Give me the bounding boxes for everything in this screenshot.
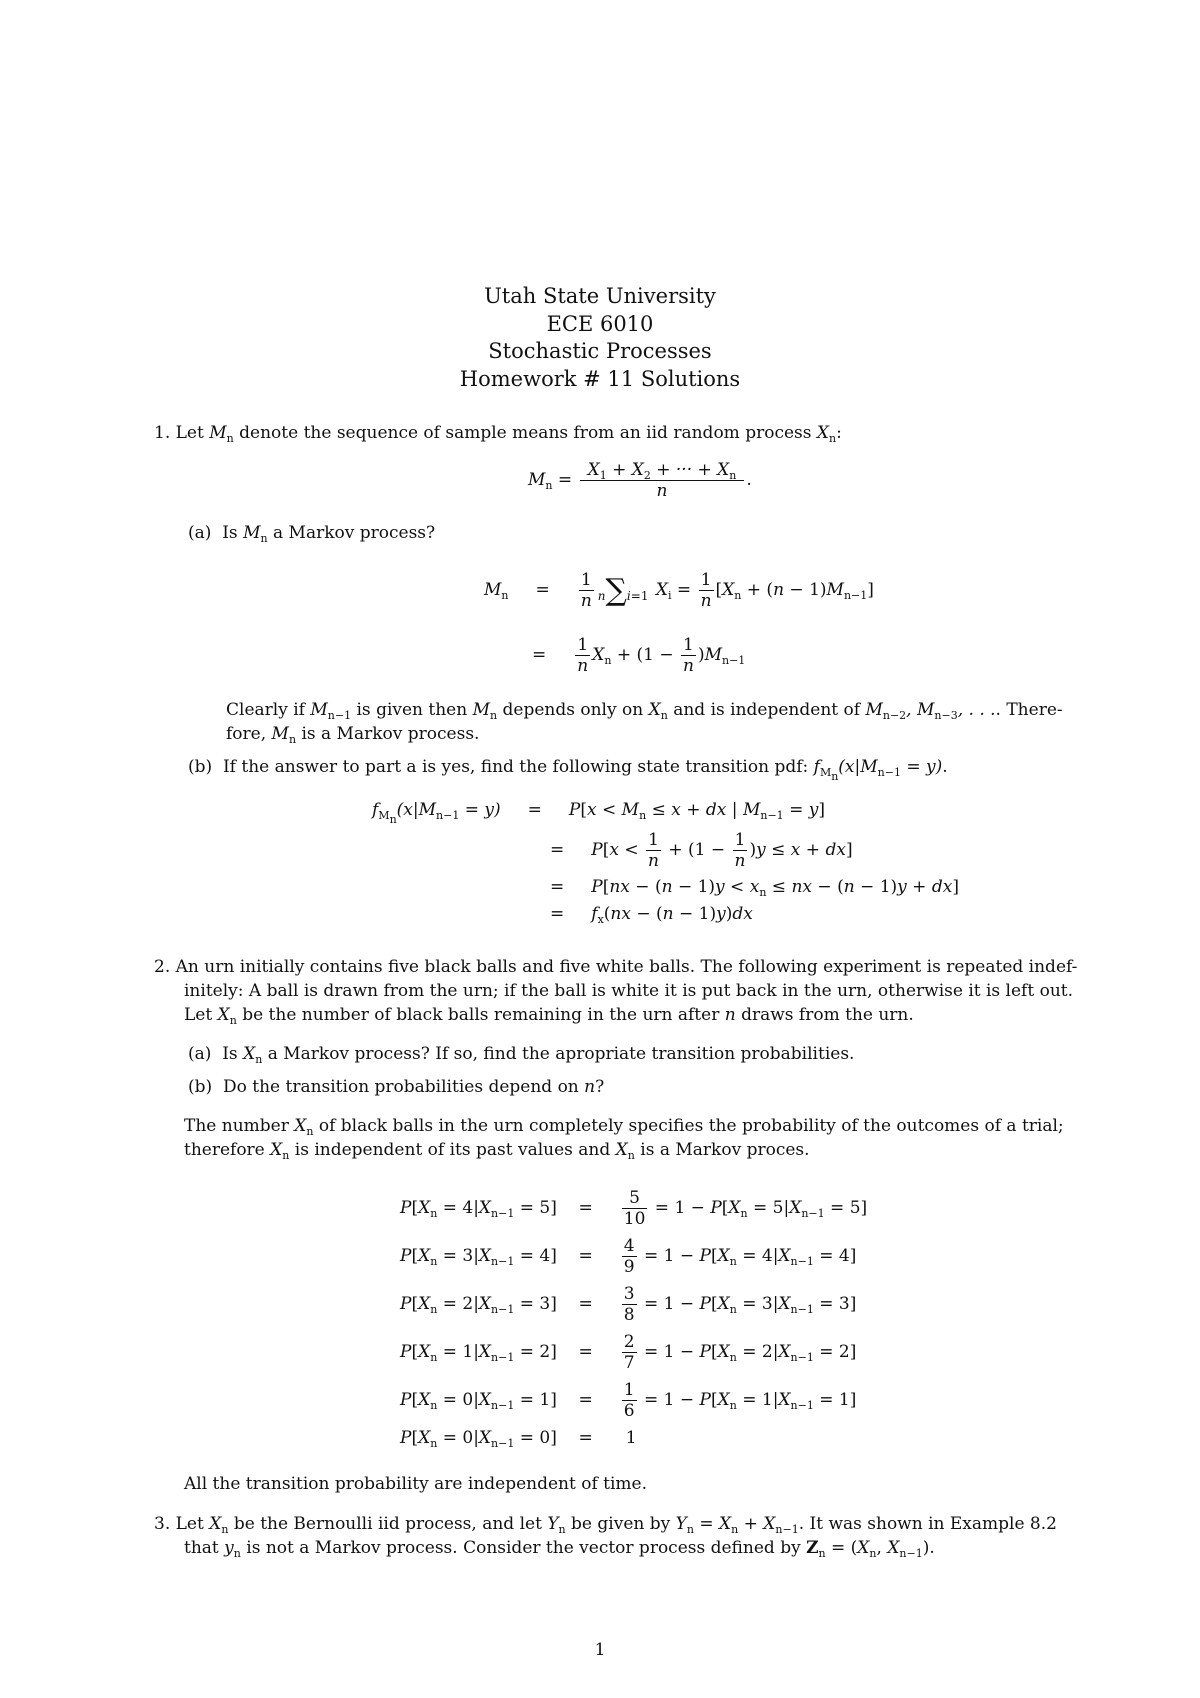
problem-1-statement: 1. Let $M_n$ denote the sequence of sample means from an iid random process $X_n$: — [154, 423, 842, 445]
text-run: . It was shown in Example 8.2 — [798, 1514, 1057, 1534]
prob-value: 1 — [625, 1428, 637, 1448]
equation-pdf-line-1: $f_{M_n}(x|M_{n-1} = y)$ = $P[x < M_n \le x$ + dx | $M_{n-1} = y$] — [372, 800, 825, 826]
state-stay: 4 — [838, 1246, 850, 1266]
prob-denominator: 9 — [623, 1257, 635, 1277]
state-from: 5 — [539, 1198, 551, 1218]
state-stay: 3 — [838, 1294, 850, 1314]
problem-2-line-2 — [184, 979, 1073, 1003]
transition-row: $P[X_n = 2|X_{n-1} = 3]$ = $\frac{3}{8}$ = $1 - P[X_n = 3|X_{n-1} = 3]$ — [400, 1284, 857, 1325]
equation-mn-recursion-1: $M_n$ = $\frac{1}{n}$ n∑i=1 $X_i$ = $\frac{1}{n}$ $[X_n + (n - 1)M_{n-1}]$ — [484, 570, 874, 611]
page-number: 1 — [594, 1640, 606, 1660]
state-stay: 5 — [772, 1198, 784, 1218]
prob-numerator: 5 — [622, 1188, 648, 1209]
prob-numerator: 2 — [623, 1332, 635, 1352]
problem-1-part-a: (a) Is $M_n$ a Markov process? — [188, 523, 436, 545]
part-label: (b) — [188, 1077, 213, 1097]
text-run: initely: A ball is drawn from the urn; if the ball is white it is put back in the urn, otherwise it is left out. — [184, 981, 1073, 1001]
course-code: ECE 6010 — [546, 311, 654, 336]
equation-mn-definition: $M_n$ = $\frac{X_1 + X_2 + \cdot\cdot\cdot + X_n}{n}$ . — [528, 460, 752, 501]
state-stay: 1 — [761, 1390, 773, 1410]
assignment-title: Homework # 11 Solutions — [459, 366, 741, 391]
state-to: 4 — [462, 1198, 474, 1218]
text-run: and is independent of — [673, 700, 861, 720]
text-run: fore, — [226, 724, 267, 744]
problem-number: 1. — [154, 423, 171, 443]
prob-numerator: 3 — [623, 1284, 635, 1304]
transition-row: $P[X_n = 4|X_{n-1} = 5]$ = $\frac{5}{10}$ = $1 - P[X_n = 5|X_{n-1} = 5]$ — [400, 1188, 868, 1229]
transition-row: $P[X_n = 3|X_{n-1} = 4]$ = $\frac{4}{9}$ = $1 - P[X_n = 4|X_{n-1} = 4]$ — [400, 1236, 857, 1277]
text-run: Do the transition probabilities depend on — [222, 1077, 579, 1097]
equation-pdf-line-3: = $P[nx - (n - 1)y < x_n$ ≤ nx − (n − 1)y + dx] — [550, 877, 959, 899]
problem-3-line-2: that $y_n$ is not a Markov process. Consider the vector process defined by $Z_n = (X_n$, $X_{n-1}$). — [184, 1538, 935, 1560]
problem-2-part-a: (a) Is $X_n$ a Markov process? If so, find the apropriate transition probabilities. — [188, 1044, 855, 1066]
text-run: denote the sequence of sample means from an iid random process — [239, 423, 812, 443]
text-run: Let — [175, 423, 204, 443]
state-from: 4 — [539, 1246, 551, 1266]
text-run: a Markov process? If so, find the apropriate transition probabilities. — [267, 1044, 855, 1064]
text-run: Is — [222, 1044, 238, 1064]
transition-row: $P[X_n = 0|X_{n-1} = 1]$ = $\frac{1}{6}$ = $1 - P[X_n = 1|X_{n-1} = 1]$ — [400, 1380, 857, 1421]
problem-2-line-1 — [154, 955, 1077, 979]
state-stay: 2 — [838, 1342, 850, 1362]
prob-denominator: 8 — [623, 1305, 635, 1325]
text-run: All the transition probability are independent of time. — [184, 1474, 648, 1494]
equation-pdf-line-2: = P[x < $\frac{1}{n}$ + (1 − $\frac{1}{n}$ )y ≤ x + dx] — [550, 830, 853, 871]
prob-numerator: 1 — [623, 1380, 635, 1400]
prob-denominator: 6 — [623, 1401, 635, 1421]
part-label: (a) — [188, 523, 212, 543]
text-run: of black balls in the urn completely specifies the probability of the outcomes of a trial; — [318, 1116, 1064, 1136]
state-to: 1 — [462, 1342, 474, 1362]
text-run: There- — [1006, 700, 1063, 720]
text-run: The number — [184, 1116, 289, 1136]
state-from: 1 — [539, 1390, 551, 1410]
text-run: is independent of its past values and — [294, 1140, 611, 1160]
prob-denominator: 7 — [623, 1353, 635, 1373]
problem-3-line-1: 3. Let $X_n$ be the Bernoulli iid process, and let $Y_n$ be given by $Y_n = X_n + X_{n-1}$. It was shown in Example 8.2 — [154, 1514, 1057, 1536]
state-stay: 3 — [761, 1294, 773, 1314]
title-block — [0, 283, 1200, 393]
text-run: An urn initially contains five black balls and five white balls. The following experiment is repeated indef- — [175, 957, 1078, 977]
state-to: 3 — [462, 1246, 474, 1266]
state-from: 0 — [539, 1428, 551, 1448]
state-stay: 4 — [761, 1246, 773, 1266]
state-to: 2 — [462, 1294, 474, 1314]
equation-mn-recursion-2: = $\frac{1}{n}$ $X_n + (1$ − $\frac{1}{n}$ )$M_{n-1}$ — [532, 635, 746, 676]
problem-number: 3. — [154, 1514, 171, 1534]
problem-2-answer-line-1: The number $X_n$ of black balls in the urn completely specifies the probability of the outcomes of a trial; — [184, 1116, 1064, 1138]
transition-row: $P[X_n = 1|X_{n-1} = 2]$ = $\frac{2}{7}$ = $1 - P[X_n = 2|X_{n-1} = 2]$ — [400, 1332, 857, 1373]
equation-pdf-line-4: = $f_x(nx - (n - 1)y)dx$ — [550, 904, 753, 926]
problem-2-line-3: Let $X_n$ be the number of black balls remaining in the urn after n draws from the urn. — [184, 1005, 914, 1027]
text-run: is given then — [356, 700, 468, 720]
state-from: 2 — [539, 1342, 551, 1362]
text-run: is a Markov process. — [301, 724, 480, 744]
state-stay: 5 — [849, 1198, 861, 1218]
problem-2-part-b: (b) Do the transition probabilities depend on n? — [188, 1077, 605, 1097]
state-from: 3 — [539, 1294, 551, 1314]
course-subject: Stochastic Processes — [488, 339, 712, 363]
text-run: Let — [175, 1514, 204, 1534]
prob-numerator: 4 — [623, 1236, 635, 1256]
university-name: Utah State University — [484, 284, 716, 308]
problem-1-explanation-line2: fore, $M_n$ is a Markov process. — [226, 724, 480, 746]
state-to: 0 — [462, 1390, 474, 1410]
text-run: draws from the urn. — [741, 1005, 914, 1025]
prob-denominator: 10 — [623, 1209, 646, 1229]
part-label: (a) — [188, 1044, 212, 1064]
text-run: If the answer to part a is yes, find the following state transition pdf: — [222, 757, 809, 777]
problem-number: 2. — [154, 957, 171, 977]
text-run: Is — [222, 523, 238, 543]
text-run: Clearly if — [226, 700, 305, 720]
part-label: (b) — [188, 757, 213, 777]
text-run: be given by — [571, 1514, 671, 1534]
problem-1-part-b: (b) If the answer to part a is yes, find the following state transition pdf: $f_{M_n}(x|M_{n-1} = y)$. — [188, 757, 948, 783]
text-run: a Markov process? — [273, 523, 436, 543]
problem-1-explanation-line1: Clearly if $M_{n-1}$ is given then $M_n$ depends only on $X_n$ and is independent of $M_{n-2}$, $M_{n-3}$, . . .. There- — [226, 700, 1063, 722]
state-stay: 2 — [761, 1342, 773, 1362]
text-run: therefore — [184, 1140, 265, 1160]
text-run: be the number of black balls remaining in the urn after — [242, 1005, 720, 1025]
text-run: depends only on — [502, 700, 644, 720]
text-run: that — [184, 1538, 219, 1558]
text-run: Let — [184, 1005, 213, 1025]
problem-2-answer-line-2: therefore $X_n$ is independent of its past values and $X_n$ is a Markov proces. — [184, 1140, 810, 1162]
state-to: 0 — [462, 1428, 474, 1448]
problem-2-conclusion — [184, 1472, 647, 1496]
transition-row: $P[X_n = 0|X_{n-1} = 0]$ = 1 — [400, 1428, 637, 1450]
text-run: : — [836, 423, 842, 443]
state-stay: 1 — [838, 1390, 850, 1410]
text-run: is a Markov proces. — [640, 1140, 810, 1160]
text-run: is not a Markov process. Consider the vector process defined by — [246, 1538, 801, 1558]
text-run: be the Bernoulli iid process, and let — [233, 1514, 542, 1534]
